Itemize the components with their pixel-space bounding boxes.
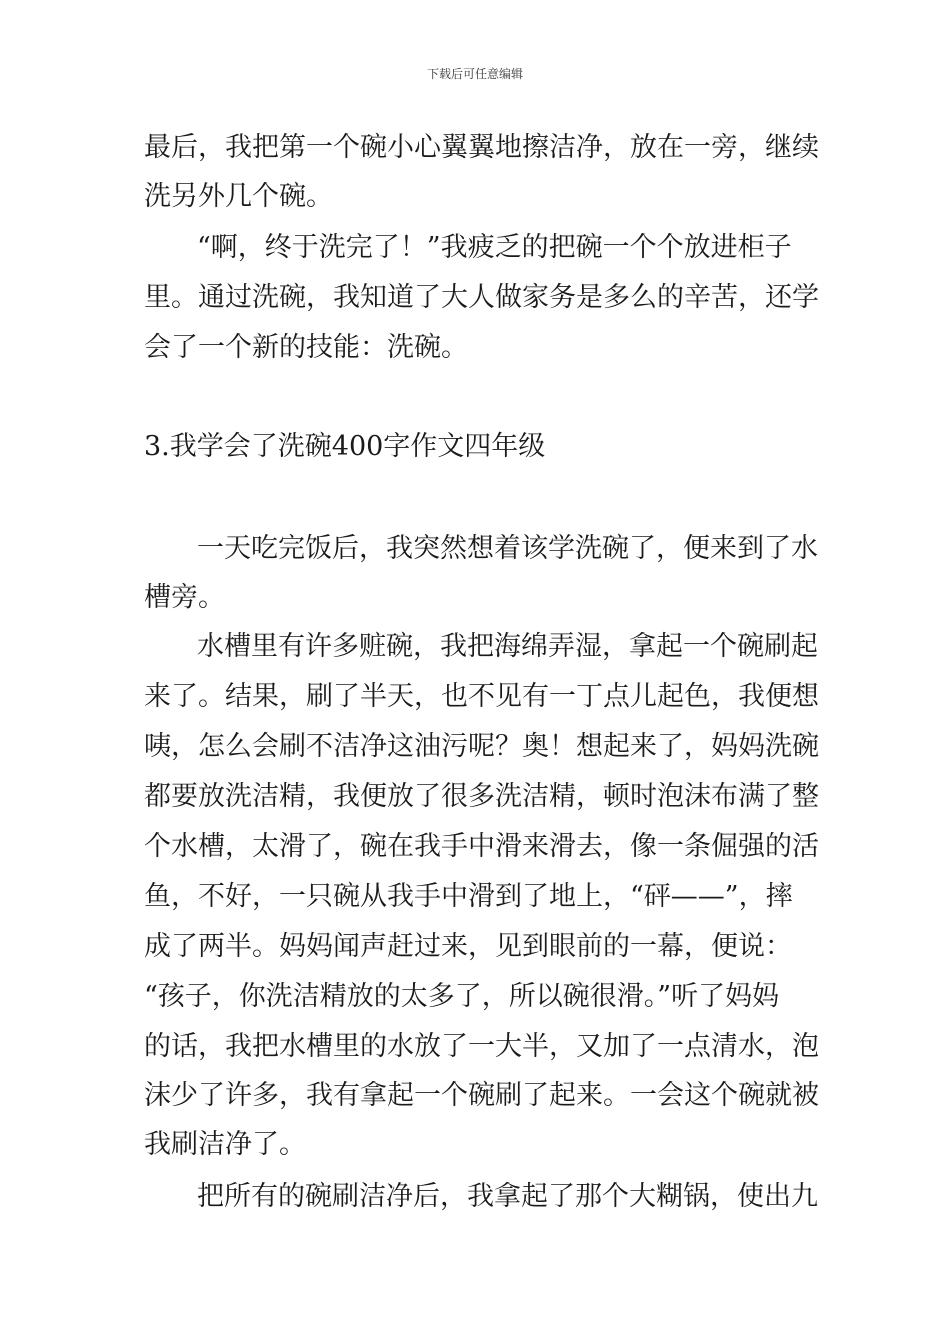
text-line-1: 最后，我把第一个碗小心翼翼地擦洁净，放在一旁，继续 <box>144 132 819 163</box>
text-line-8: 槽旁。 <box>144 582 225 613</box>
text-line-3: “啊，终于洗完了！”我疲乏的把碗一个个放进柜子 <box>197 232 792 263</box>
text-line-2: 洗另外几个碗。 <box>144 181 333 212</box>
text-line-19: 我刷洁净了。 <box>144 1129 306 1160</box>
text-line-18: 沫少了许多，我有拿起一个碗刷了起来。一会这个碗就被 <box>144 1080 819 1111</box>
text-line-14: 鱼，不好，一只碗从我手中滑到了地上，“砰——”，摔 <box>144 881 793 912</box>
text-line-20: 把所有的碗刷洁净后，我拿起了那个大糊锅，使出九 <box>197 1181 818 1212</box>
text-line-16: “孩子，你洗洁精放的太多了，所以碗很滑。”听了妈妈 <box>144 981 780 1012</box>
page-header-note: 下载后可任意编辑 <box>426 67 523 81</box>
text-line-5: 会了一个新的技能：洗碗。 <box>144 332 468 363</box>
text-line-10: 来了。结果，刷了半天，也不见有一丁点儿起色，我便想 <box>144 681 819 712</box>
text-line-15: 成了两半。妈妈闻声赶过来，见到眼前的一幕，便说： <box>144 931 792 962</box>
text-line-13: 个水槽，太滑了，碗在我手中滑来滑去，像一条倔强的活 <box>144 831 819 862</box>
section-heading: 3.我学会了洗碗400字作文四年级 <box>144 431 546 462</box>
text-line-9: 水槽里有许多赃碗，我把海绵弄湿，拿起一个碗刷起 <box>197 631 818 662</box>
text-line-17: 的话，我把水槽里的水放了一大半，又加了一点清水，泡 <box>144 1031 819 1062</box>
text-line-7: 一天吃完饭后，我突然想着该学洗碗了，便来到了水 <box>197 533 818 564</box>
text-line-11: 咦，怎么会刷不洁净这油污呢？奥！想起来了，妈妈洗碗 <box>144 731 819 762</box>
text-line-4: 里。通过洗碗，我知道了大人做家务是多么的辛苦，还学 <box>144 282 819 313</box>
text-line-12: 都要放洗洁精，我便放了很多洗洁精，顿时泡沫布满了整 <box>144 781 819 812</box>
